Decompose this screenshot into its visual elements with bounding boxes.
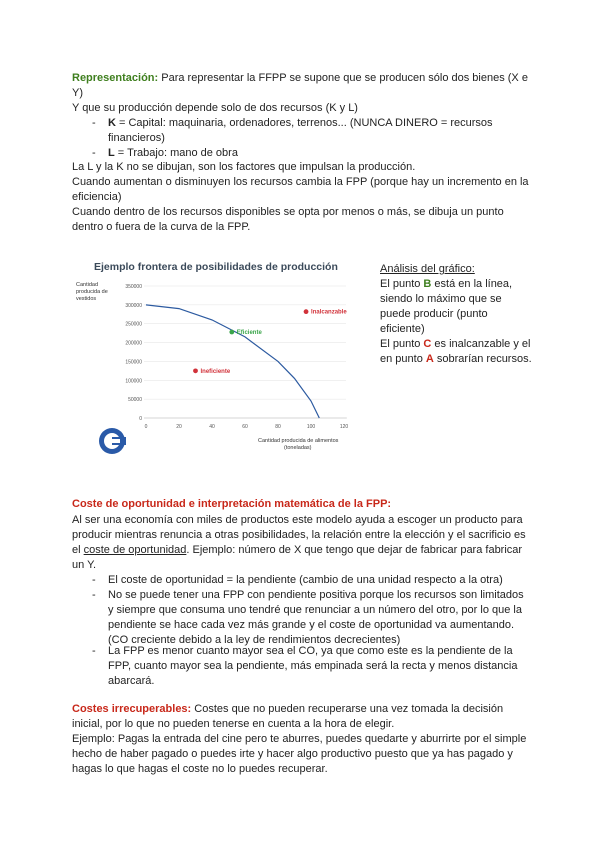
x-tick-label: 20 [176, 424, 182, 430]
chart-analysis [380, 262, 532, 367]
paragraph: Cuando dentro de los recursos disponibles se opta por menos o más, se dibuja un punto dentro o fuera de la curva de la FPP. [72, 206, 504, 233]
bullet-text: = Trabajo: mano de obra [114, 147, 238, 159]
paragraph: La L y la K no se dibujan, son los factores que impulsan la producción. [72, 161, 416, 173]
y-tick-label: 50000 [128, 397, 142, 404]
x-tick-label: 80 [275, 424, 281, 430]
point-b-label: B [423, 278, 432, 290]
representation-text: Para representar la FFPP se supone que se producen sólo dos bienes (X e Y) [72, 72, 528, 99]
chart-svg [72, 256, 358, 464]
representation-label: Representación: [72, 72, 159, 84]
logo-icon [99, 428, 126, 454]
bullet-dash: - [92, 117, 96, 129]
representation-paragraph [72, 71, 532, 101]
point-marker [229, 330, 234, 335]
point-marker [193, 368, 198, 373]
y-tick-label: 300000 [125, 302, 142, 309]
bullet-text: No se puede tener una FPP con pendiente positiva porque los recursos son limitados y siempre que consuma uno tendré que renunciar a un número del otro, por lo que la pendiente se hace cada vez más grande y el coste de oportunidad va aumentando. (CO creciente debido a la ley de rendimientos decrecientes) [108, 589, 524, 646]
x-tick-label: 120 [339, 424, 349, 430]
analysis-heading: Análisis del gráfico: [380, 263, 475, 275]
y-tick-label: 0 [139, 416, 142, 422]
resources-line: Y que su producción depende solo de dos recursos (K y L) [72, 102, 358, 114]
y-axis-label: Cantidad producida de vestidos [76, 282, 108, 302]
y-tick-label: 100000 [125, 378, 142, 385]
analysis-text: El punto [380, 338, 424, 350]
y-tick-label: 250000 [125, 321, 142, 328]
point-label: Eficiente [236, 330, 262, 337]
y-tick-label: 200000 [125, 340, 142, 347]
y-tick-label: 150000 [125, 359, 142, 366]
point-a-label: A [425, 353, 434, 365]
bullet-key: L [108, 147, 115, 159]
point-label: Ineficiente [200, 368, 231, 375]
y-tick-label: 350000 [125, 284, 142, 290]
analysis-point-c [380, 337, 532, 367]
opportunity-cost-heading: Coste de oportunidad e interpretación matemática de la FPP: [72, 498, 392, 510]
bullet-text: La FPP es menor cuanto mayor sea el CO, ya que como este es la pendiente de la FPP, cuanto mayor sea la pendiente, más empinada será la recta y menos distancia abarcará. [108, 645, 518, 687]
point-marker [304, 309, 309, 314]
analysis-text: El punto [380, 278, 424, 290]
point-c-label: C [423, 338, 432, 350]
x-tick-label: 60 [242, 424, 248, 430]
paragraph-text: Costes que no pueden recuperarse una vez tomada la decisión inicial, por lo que no pueden tenerse en cuenta a la hora de elegir. [72, 703, 504, 730]
opportunity-cost-paragraph [72, 513, 532, 573]
analysis-text: es inalcanzable y el en punto [380, 338, 531, 365]
sunk-costs-label: Costes irrecuperables: [72, 703, 192, 715]
x-tick-label: 0 [144, 424, 148, 430]
bullet-text: = Capital: maquinaria, ordenadores, terrenos... (NUNCA DINERO = recursos financieros) [108, 117, 493, 144]
chart-title: Ejemplo frontera de posibilidades de producción [94, 261, 338, 273]
paragraph-text: . Ejemplo: número de X que tengo que dejar de fabricar para fabricar un Y. [72, 544, 523, 571]
sunk-costs-paragraph [72, 702, 532, 732]
bullet-key: K [108, 117, 116, 129]
opportunity-cost-term: coste de oportunidad [83, 544, 187, 556]
ppf-chart [72, 256, 358, 464]
x-axis-label: Cantidad producida de alimentos (toneladas) [258, 438, 339, 451]
bullet-dash: - [92, 147, 96, 159]
paragraph: Cuando aumentan o disminuyen los recursos cambia la FPP (porque hay un incremento en la eficiencia) [72, 176, 529, 203]
sunk-costs-example: Ejemplo: Pagas la entrada del cine pero te aburres, puedes quedarte y aburrirte por el simple hecho de haber pagado o puedes irte y hacer algo productivo puesto que ya has pagado y hagas lo que hagas el coste no lo puedes recuperar. [72, 733, 527, 775]
analysis-text: sobrarían recursos. [433, 353, 532, 365]
bullet-dash: - [92, 645, 96, 657]
bullet-dash: - [92, 574, 96, 586]
analysis-point-b [380, 277, 532, 337]
analysis-text: está en la línea, siendo lo máximo que se puede producir (punto eficiente) [380, 278, 513, 335]
bullet-dash: - [92, 589, 96, 601]
paragraph-text: Al ser una economía con miles de productos este modelo ayuda a escoger un producto para producir mientras renuncia a otras posibilidades, la relación entre la elección y el sacrificio es el [72, 514, 526, 556]
bullet-text: El coste de oportunidad = la pendiente (cambio de una unidad respecto a la otra) [108, 574, 503, 586]
point-label: Inalcanzable [311, 309, 347, 316]
x-tick-label: 40 [209, 424, 215, 430]
x-tick-label: 100 [306, 424, 316, 430]
